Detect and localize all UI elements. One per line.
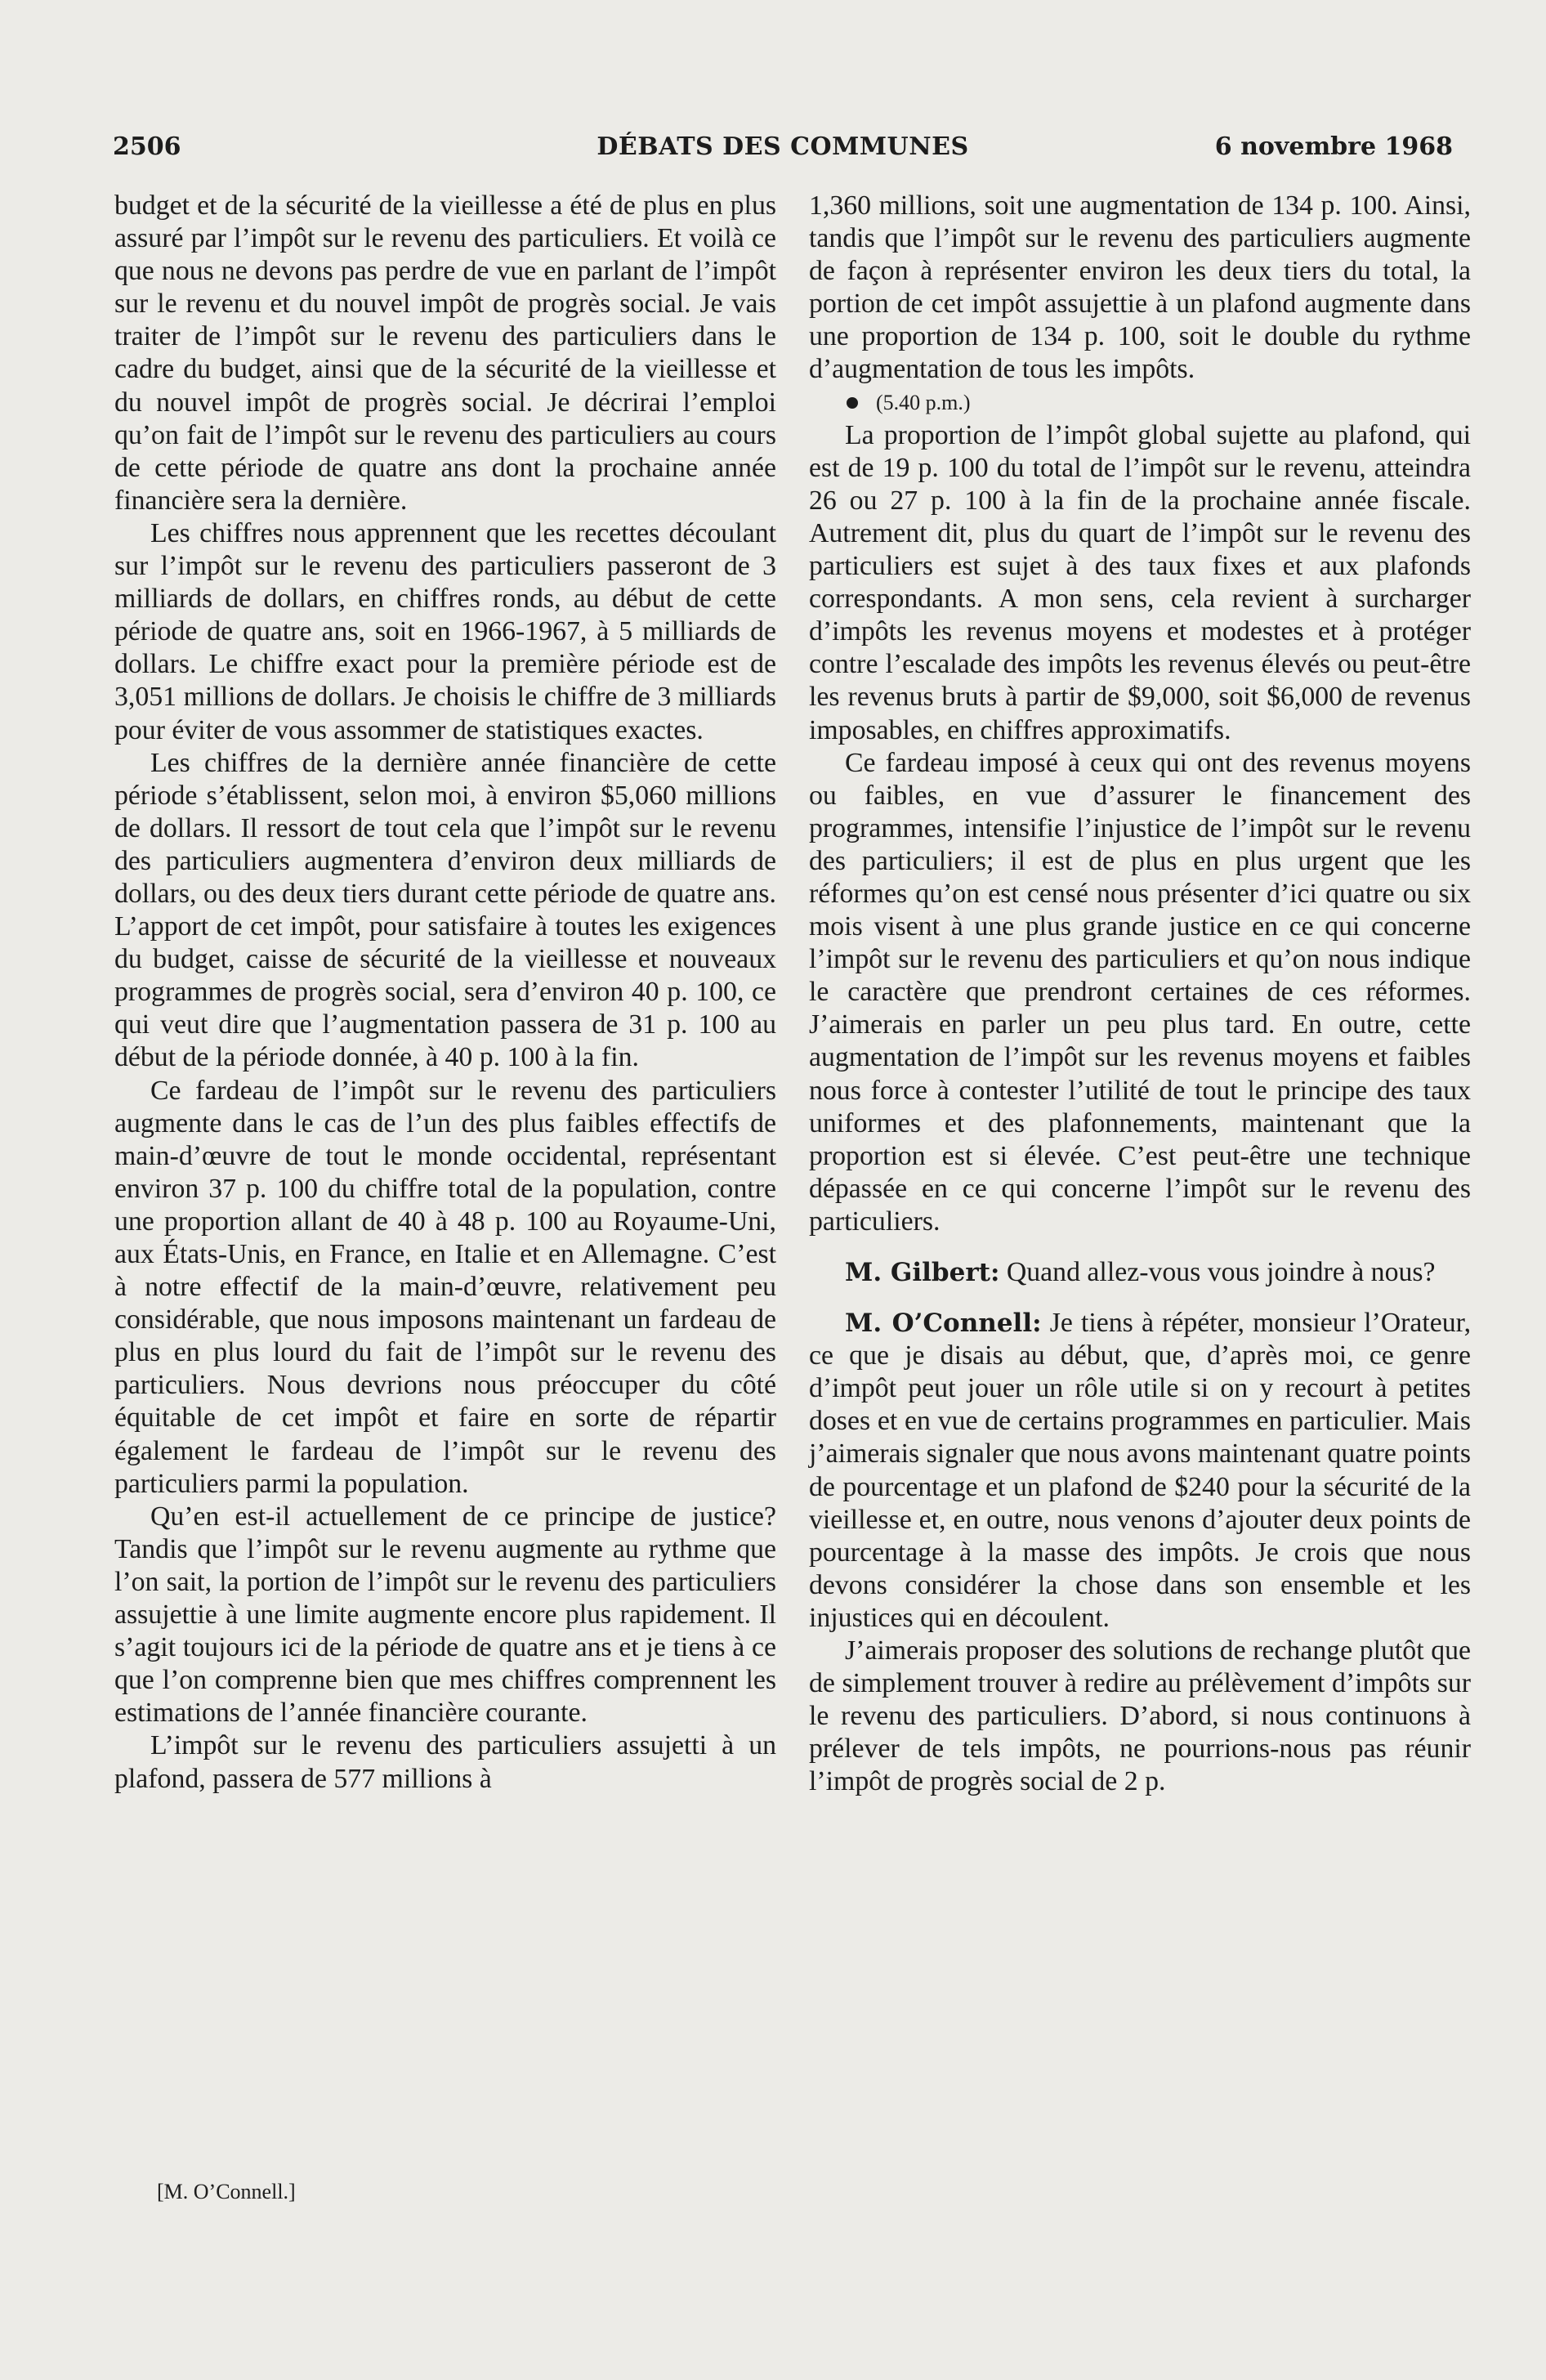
speaker-name: M. O’Connell: — [845, 1309, 1042, 1339]
left-column — [114, 190, 776, 1796]
speech-text: Quand allez-vous vous joindre à nous? — [1006, 1257, 1436, 1287]
paragraph: budget et de la sécurité de la vieillesse a été de plus en plus assuré par l’impôt sur le revenu des particuliers. Et voilà ce que nous ne devons pas perdre de vue en parlant de l’impôt sur le revenu et du nouvel impôt de progrès social. Je vais traiter de l’impôt sur le revenu des particuliers dans le cadre du budget, ainsi que de la sécurité de la vieillesse et du nouvel impôt de progrès social. Je décrirai l’emploi qu’on fait de l’impôt sur le revenu des particuliers au cours de cette période de quatre ans dont la prochaine année financière sera la dernière. — [114, 190, 776, 516]
time-stamp — [809, 387, 1471, 419]
paragraph: L’impôt sur le revenu des particuliers assujetti à un plafond, passera de 577 millions à — [114, 1730, 776, 1794]
paragraph: J’aimerais proposer des solutions de rechange plutôt que de simplement trouver à redire au prélèvement d’impôts sur le revenu des particuliers. D’abord, si nous continuons à prélever de tels impôts, ne pourrions-nous pas réunir l’impôt de progrès social de 2 p. — [809, 1635, 1471, 1797]
right-column — [809, 190, 1471, 1799]
speech-oconnell — [809, 1307, 1471, 1635]
speech-gilbert — [809, 1256, 1471, 1289]
page-date: 6 novembre 1968 — [1214, 132, 1453, 161]
speaker-name: M. Gilbert: — [845, 1258, 1000, 1287]
paragraph: 1,360 millions, soit une augmentation de 134 p. 100. Ainsi, tandis que l’impôt sur le revenu des particuliers augmente de façon à représenter environ les deux tiers du total, la portion de cet impôt assujettie à un plafond augmente dans une proportion de 134 p. 100, soit le double du rythme d’augmentation de tous les impôts. — [809, 190, 1471, 385]
paragraph: Ce fardeau imposé à ceux qui ont des revenus moyens ou faibles, en vue d’assurer le financement des programmes, intensifie l’injustice de l’impôt sur le revenu des particuliers; il est de plus en plus urgent que les réformes qu’on est censé nous présenter d’ici quatre ou six mois visent à une plus grande justice en ce qui concerne l’impôt sur le revenu des particuliers et qu’on nous indique le caractère que prendront certaines de ces réformes. J’aimerais en parler un peu plus tard. En outre, cette augmentation de l’impôt sur les revenus moyens et faibles nous force à contester l’utilité de tout le principe des taux uniformes et des plafonnements, maintenant que la proportion est si élevée. C’est peut-être une technique dépassée en ce qui concerne l’impôt sur le revenu des particuliers. — [809, 747, 1471, 1237]
speaker-reference: [M. O’Connell.] — [157, 2180, 296, 2203]
time-stamp-text: (5.40 p.m.) — [876, 390, 971, 414]
page-header — [113, 132, 1453, 165]
paragraph: Les chiffres de la dernière année financière de cette période s’établissent, selon moi, à environ $5,060 millions de dollars. Il ressort de tout cela que l’impôt sur le revenu des particuliers augmentera d’environ deux milliards de dollars, ou des deux tiers durant cette période de quatre ans. L’apport de cet impôt, pour satisfaire à toutes les exigences du budget, caisse de sécurité de la vieillesse et nouveaux programmes de progrès social, sera d’environ 40 p. 100, ce qui veut dire que l’augmentation passera de 31 p. 100 au début de la période donnée, à 40 p. 100 à la fin. — [114, 747, 776, 1073]
bullet-icon — [847, 397, 858, 409]
page-number: 2506 — [113, 132, 181, 161]
paragraph: Ce fardeau de l’impôt sur le revenu des particuliers augmente dans le cas de l’un des plus faibles effectifs de main-d’œuvre de tout le monde occidental, représentant environ 37 p. 100 du chiffre total de la population, contre une proportion allant de 40 à 48 p. 100 au Royaume-Uni, aux États-Unis, en France, en Italie et en Allemagne. C’est à notre effectif de la main-d’œuvre, relativement peu considérable, que nous imposons maintenant un fardeau de plus en plus lourd du fait de l’impôt sur le revenu des particuliers. Nous devrions nous préoccuper du côté équitable de cet impôt et faire en sorte de répartir également le fardeau de l’impôt sur le revenu des particuliers parmi la population. — [114, 1075, 776, 1499]
page-title: DÉBATS DES COMMUNES — [597, 132, 969, 161]
paragraph: Qu’en est-il actuellement de ce principe de justice? Tandis que l’impôt sur le revenu augmente au rythme que l’on sait, la portion de l’impôt sur le revenu des particuliers assujettie à une limite augmente encore plus rapidement. Il s’agit toujours ici de la période de quatre ans et je tiens à ce que l’on comprenne bien que mes chiffres comprennent les estimations de l’année financière courante. — [114, 1501, 776, 1729]
speech-text: Je tiens à répéter, monsieur l’Orateur, ce que je disais au début, que, d’après moi, ce genre d’impôt peut jouer un rôle utile si on y recourt à petites doses et en vue de certains programmes en particulier. Mais j’aimerais signaler que nous avons maintenant quatre points de pourcentage et un plafond de $240 pour la sécurité de la vieillesse et, en outre, nous venons d’ajouter deux points de pourcentage à la masse des impôts. Je crois que nous devons considérer la chose dans son ensemble et les injustices qui en découlent. — [809, 1308, 1472, 1633]
paragraph: La proportion de l’impôt global sujette au plafond, qui est de 19 p. 100 du total de l’impôt sur le revenu, atteindra 26 ou 27 p. 100 à la fin de la prochaine année fiscale. Autrement dit, plus du quart de l’impôt sur le revenu des particuliers est sujet à des taux fixes et aux plafonds correspondants. A mon sens, cela revient à surcharger d’impôts les revenus moyens et modestes et à protéger contre l’escalade des impôts les revenus élevés ou peut-être les revenus bruts à partir de $9,000, soit $6,000 de revenus imposables, en chiffres approximatifs. — [809, 419, 1471, 745]
paragraph: Les chiffres nous apprennent que les recettes découlant sur l’impôt sur le revenu des particuliers passeront de 3 milliards de dollars, en chiffres ronds, au début de cette période de quatre ans, soit en 1966-1967, à 5 milliards de dollars. Le chiffre exact pour la première période est de 3,051 millions de dollars. Je choisis le chiffre de 3 milliards pour éviter de vous assommer de statistiques exactes. — [114, 517, 776, 745]
